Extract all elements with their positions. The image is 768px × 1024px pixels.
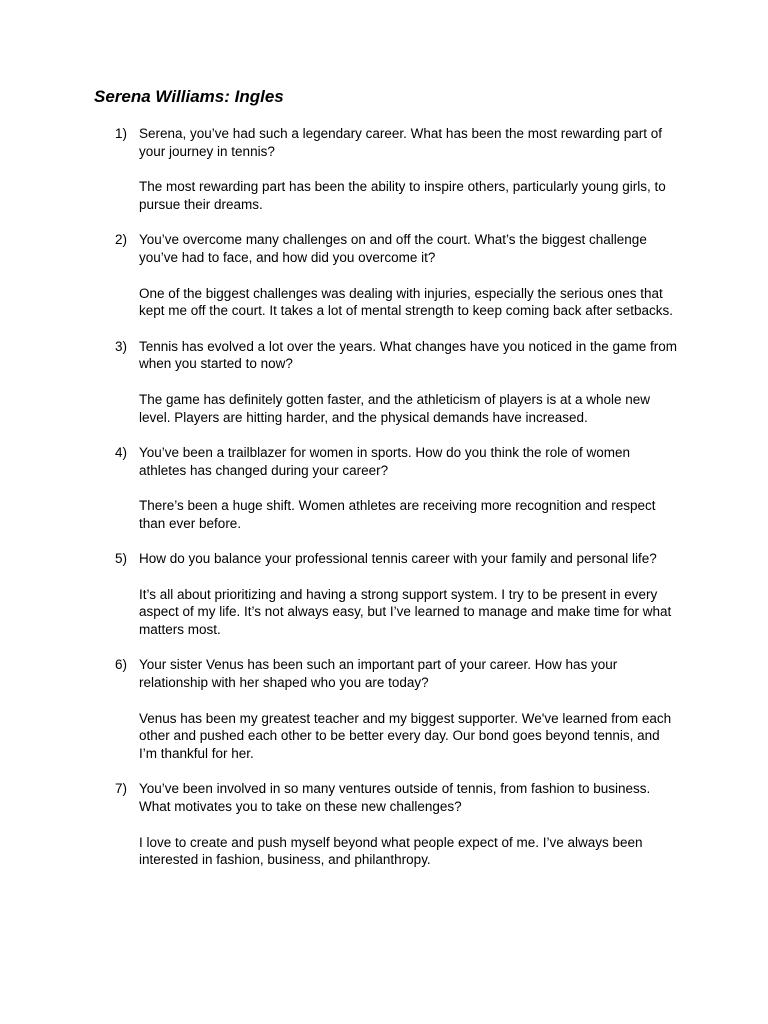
qa-number: 7) — [115, 781, 128, 797]
qa-number: 4) — [115, 444, 128, 460]
qa-item-3 — [0, 338, 768, 427]
qa-question: You’ve been involved in so many ventures outside of tennis, from fashion to business. What motivates you to take on these new challenges? — [139, 781, 651, 814]
qa-answer: The most rewarding part has been the ability to inspire others, particularly young girls, to pursue their dreams. — [139, 179, 666, 212]
qa-number: 3) — [115, 338, 128, 354]
qa-question: How do you balance your professional tennis career with your family and personal life? — [139, 551, 657, 566]
qa-question: You’ve been a trailblazer for women in sports. How do you think the role of women athletes has changed during your career? — [139, 444, 631, 478]
qa-answer: There’s been a huge shift. Women athletes are receiving more recognition and respect than ever before. — [139, 498, 656, 531]
qa-question: Your sister Venus has been such an important part of your career. How has your relationship with her shaped who you are today? — [139, 657, 618, 690]
qa-item-5 — [0, 550, 768, 639]
qa-number: 6) — [115, 657, 128, 673]
qa-answer: Venus has been my greatest teacher and my biggest supporter. We've learned from each other and pushed each other to be better every day. Our bond goes beyond tennis, and I’m thankful for her. — [139, 710, 672, 761]
qa-item-6 — [0, 656, 768, 763]
qa-item-1 — [0, 125, 768, 214]
qa-question: Serena, you’ve had such a legendary career. What has been the most rewarding part of your journey in tennis? — [139, 126, 663, 159]
qa-item-2 — [0, 231, 768, 320]
qa-number: 1) — [115, 126, 128, 141]
qa-list — [0, 125, 768, 887]
qa-number: 5) — [115, 551, 128, 566]
qa-item-4 — [0, 444, 768, 533]
qa-answer: One of the biggest challenges was dealing with injuries, especially the serious ones that kept me off the court. It takes a lot of mental strength to keep coming back after setbacks. — [139, 285, 674, 319]
qa-question: You’ve overcome many challenges on and off the court. What’s the biggest challenge you’ve had to face, and how did you overcome it? — [139, 232, 647, 265]
qa-item-7 — [0, 780, 768, 869]
document-title: Serena Williams: Ingles — [94, 87, 284, 106]
qa-number: 2) — [115, 232, 128, 248]
qa-answer: It’s all about prioritizing and having a strong support system. I try to be present in every aspect of my life. It’s not always easy, but I’ve learned to manage and make time for what matters most. — [139, 586, 672, 637]
qa-question: Tennis has evolved a lot over the years. What changes have you noticed in the game from when you started to now? — [139, 338, 678, 372]
qa-answer: The game has definitely gotten faster, and the athleticism of players is at a whole new level. Players are hitting harder, and the physical demands have increased. — [139, 391, 651, 425]
qa-answer: I love to create and push myself beyond what people expect of me. I’ve always been interested in fashion, business, and philanthropy. — [139, 834, 643, 868]
